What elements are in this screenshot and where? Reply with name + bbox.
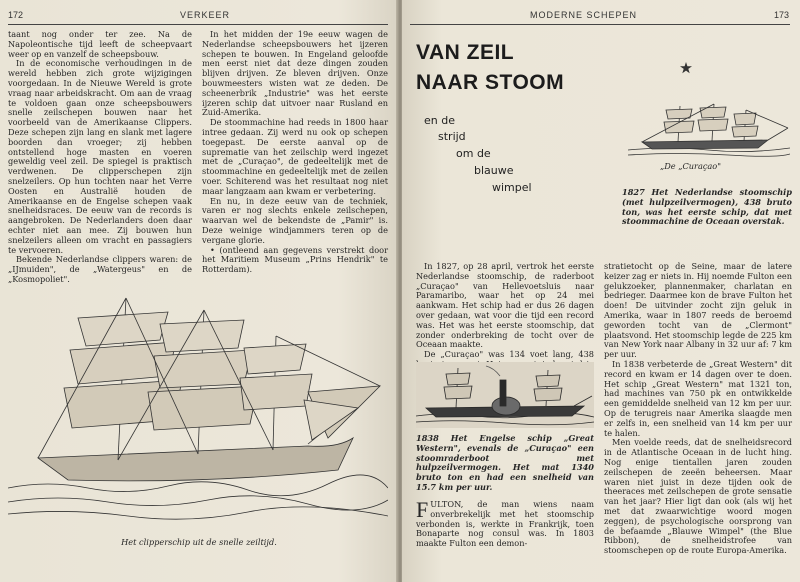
drop-cap: F [416, 497, 429, 522]
paragraph: De „Curaçao" was 134 voet lang, 438 [424, 349, 594, 360]
paragraph: En nu, in deze eeuw van de techniek, varen er nog slechts enkele zeilschepen, waarvan wel de bekendste de „Pamir" is. Deze weinige windjammers teren op de vergane glorie. [202, 195, 388, 245]
paragraph: In het midden der 19e eeuw wagen de Nederlandse scheepsbouwers het ijzeren schepen te bouwen. In Engeland geloofde men eerst niet dat deze dingen zouden blijven drijven. Ze bleven drijven. Onze bouwmeesters wisten wat ze deden. De scheenerbrik „Industrie" was het eerste ijzeren schip dat uitvoer naar Rusland en Zuid-Amerika. [202, 29, 388, 118]
subtitle-line: en de [424, 114, 455, 127]
running-head-right: MODERNE SCHEPEN [530, 10, 638, 20]
paragraph: In 1827, op 28 april, vertrok het eerste Nederlandse stoomschip, de raderboot „Curaçao" van Hellevoetsluis naar Paramaribo, waar het op 24 mei aankwam. Het schip had er dus 26 dagen over gedaan, wat voor die tijd een record was. Het was het eerste stoomschip, dat zonder onderbreking de tocht over de Oceaan maakte. [416, 261, 594, 350]
paragraph: In 1838 verbeterde de „Great Western" dit record en kwam er 14 dagen over te doen. Het schip „Great Western" mat 1321 ton, had machines van 750 pk en ontwikkelde een gemiddelde snelheid van 12 km per uur. Op de terugreis naar Amerika slaagde men er zelfs in, een snelheid van 14 km per uur te halen. [604, 358, 792, 438]
article-title-line2: NAAR STOOM [416, 71, 565, 94]
right-page [402, 0, 800, 582]
great-western-caption: 1838 Het Engelse schip „Great Western", evenals de „Curaçao" een stoomraderboot met hulpzeilvermogen. Het mat 1340 bruto ton en had een snelheid van 15.7 km per uur. [416, 433, 594, 492]
star-icon [680, 62, 692, 74]
fulton-text: ULTON, de man wiens naam onverbrekelijk met het stoomschip verbonden is, werkte in Frankrijk, toen Bonaparte nog consul was. In 1803 maakte Fulton een demon- [416, 499, 594, 549]
paragraph: Bekende Nederlandse clippers waren: de „IJmuiden", de „Watergeus" en de „Kosmopoliet". [8, 254, 192, 284]
paragraph: stratietocht op de Seine, maar de latere keizer zag er niets in. Hij noemde Fulton een gelukzoeker, plannenmaker, charlatan en bedrieger. Daarmee kon de brave Fulton het doen! De uitvinder zocht zijn geluk in Amerika, waar in 1807 reeds de beroemd geworden tocht van de „Clermont" plaatsvond. Het stoomschip legde de 225 km van New York naar Albany in 32 uur af: 7 km per uur. [604, 261, 792, 360]
subtitle-line: strijd [438, 130, 466, 143]
header-rule-left [8, 24, 388, 25]
page-number-right: 173 [774, 10, 790, 20]
curacao-caption: 1827 Het Nederlandse stoomschip (met hulpzeilvermogen), 438 bruto ton, was het eerste schip, dat met stoommachine de Oceaan overstak. [622, 187, 792, 227]
paragraph: • (ontleend aan gegevens verstrekt door het Maritiem Museum „Prins Hendrik" te Rotterdam). [202, 244, 388, 275]
subtitle-line: blauwe [474, 164, 514, 177]
great-western-ship-illustration [416, 362, 594, 428]
curacao-label: „De „Curaçao" [660, 161, 721, 171]
subtitle-line: wimpel [492, 181, 532, 194]
curacao-ship-illustration [628, 100, 790, 158]
right-column-2 [604, 262, 792, 556]
clipper-ship-illustration [8, 288, 388, 526]
article-title-line1: VAN ZEIL [416, 41, 515, 64]
paragraph: Men voelde reeds, dat de snelheidsrecord in de Atlantische Oceaan in de lucht hing. Nog enige tientallen jaren zouden zeilschepen de zeeën beheersen. Maar waren niet juist in deze tijden ook de theeraces met zeilschepen de grote sensatie van het jaar? Hier ligt dan ook (als wij het met dat zwaarwichtige woord mogen zeggen), de psychologische oorsprong van de befaamde „Blauwe Wimpel" (the Blue Ribbon), de snelheidstrofee van stoomschepen op de route Europa-Amerika. [604, 437, 792, 556]
left-column-2 [202, 30, 388, 275]
paragraph: In de economische verhoudingen in de wereld hebben zich grote wijzigingen voorgedaan. In de Nieuwe Wereld is grote vraag naar arbeidskracht. Om aan de vraag te voldoen gaan onze scheepsbouwers snelle zeilschepen bouwen naar het voorbeeld van de Amerikaanse Clippers. Deze schepen zijn lang en slank met lagere boorden dan vroeger; zij hebben ontstellend hoge masten en voeren geweldig veel zeil. De spiegel is praktisch verdwenen. De clipperschepen zijn snelzeilers. Op hun tochten naar het Verre Oosten en Australië houden de Amerikaanse en de Engelse schepen vaak snelheidsraces. De eeuw van de records is aangebroken. De Nederlanders doen daar echter niet aan mee. Zij bouwen hun snelzeilers alleen om vracht en passagiers te vervoeren. [8, 58, 192, 255]
left-page [0, 0, 398, 582]
paragraph: taant nog onder ter zee. Na de Napoleontische tijd leeft de scheepvaart weer op en vanzelf de scheepsbouw. [8, 29, 192, 59]
page-number-left: 172 [8, 10, 24, 20]
paragraph: De stoommachine had reeds in 1800 haar intree gedaan. Zij werd nu ook op schepen toegepast. De eerste aanval op de suprematie van het zeilschip werd ingezet met de „Curaçao", de gedeeltelijk met de stoommachine en gedeeltelijk met de zeilen voer. Schiterend was het resultaat nog niet maar langzaam aan kwam er verbetering. [202, 117, 388, 196]
running-head-left: VERKEER [180, 10, 231, 20]
subtitle-line: om de [456, 147, 491, 160]
clipper-caption: Het clipperschip uit de snelle zeiltijd. [121, 537, 277, 547]
fulton-paragraph [416, 497, 594, 549]
left-column-1 [8, 30, 192, 285]
header-rule-right [410, 24, 790, 25]
